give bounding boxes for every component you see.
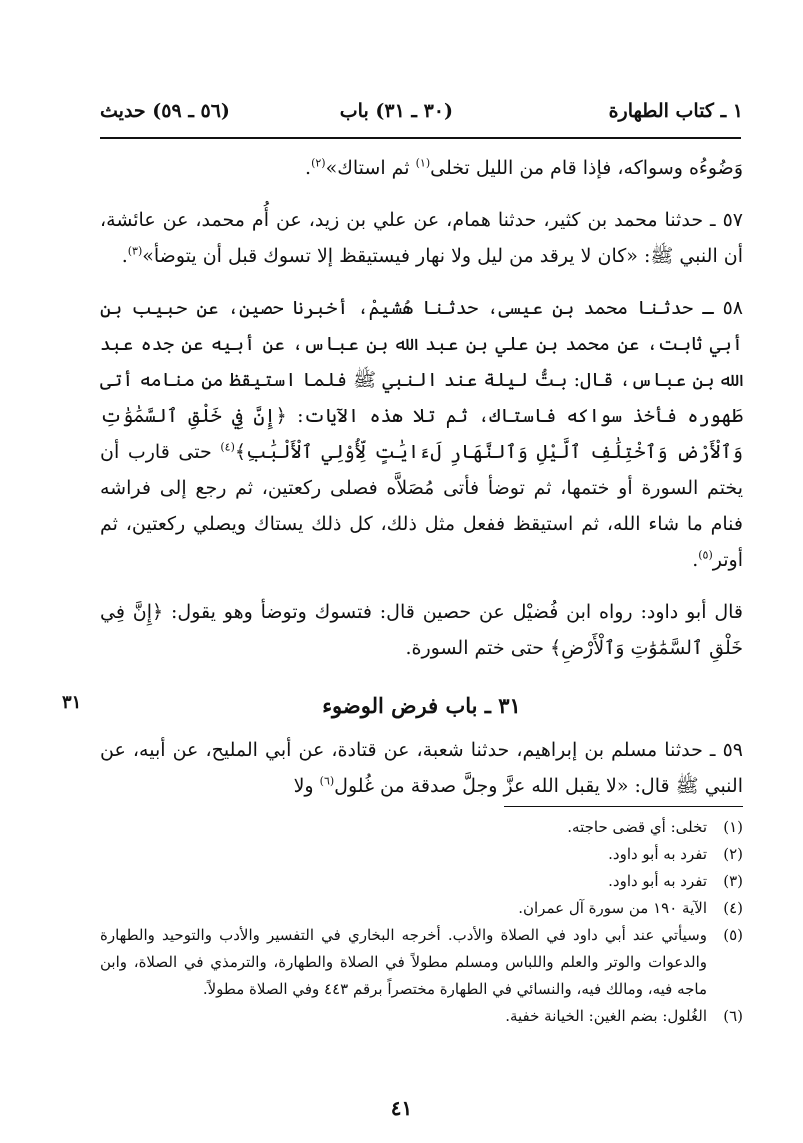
footnote-ref-3: (٣) [127,244,143,258]
page-number: ٤١ [390,1096,413,1120]
footnote-ref-4: (٤) [220,440,235,454]
footnote-ref-5: (٥) [698,548,713,562]
footnote-number: (١) [723,818,743,836]
footnote-ref-2: (٢) [311,156,326,170]
footnote-text: تفرد به أبو داود. [608,845,707,863]
paragraph-continuation: وَضُوءُه وسواكه، فإذا قام من الليل تخلى$^{(١)}$ ثم استاك»$^{(٢)}$. [305,156,743,179]
footnote [100,895,743,922]
hadith-58: ٥٨ ـ حدثنا محمد بن عيسى، حدثنا هُشيمْ، أخبرنا حصين، عن حبيب بن أبي ثابت، عن محمد بن علي بن عبد الله بن عباس، عن أبيه عن جده عبد الله بن عباس، قال: بتُّ ليلة عند النبي ﷺ فلما استيقظ من منامه أتى طَهوره فأخذ سواكه فاستاك، ثم تلا هذه الآيات: ﴿إِنَّ فِي خَلْقِ ٱلسَّمَٰوَٰتِ وَٱلْأَرْضِ وَٱخْتِلَٰفِ ٱلَّيْلِ وَٱلنَّهَارِ لَءَايَٰتٍ لِّأُوْلِي ٱلْأَلْبَٰبِ﴾$^{(٤)}$ حتى قارب أن يختم السورة أو ختمها، ثم توضأ فأتى مُصَلاَّه فصلى ركعتين، ثم رجع إلى فراشه فنام ما شاء الله، ثم استيقظ ففعل مثل ذلك، كل ذلك يستاك ويصلي ركعتين، ثم أوتر$^{(٥)}$. [100,297,744,571]
running-header [100,100,743,134]
abu-dawud-note: قال أبو داود: رواه ابن فُضيْل عن حصين قال: فتسوك وتوضأ وهو يقول: ﴿إِنَّ فِي خَلْقِ ٱلسَّمَٰوَٰتِ وَٱلْأَرْضِ﴾ حتى ختم السورة. [100,601,743,659]
hadith-57: ٥٧ ـ حدثنا محمد بن كثير، حدثنا همام، عن علي بن زيد، عن أُم محمد، عن عائشة، أن النبي ﷺ: «كان لا يرقد من ليل ولا نهار فيستيقظ إلا تسوك قبل أن يتوضأ»$^{(٣)}$. [100,209,743,267]
footnote-text: تخلى: أي قضى حاجته. [567,818,707,836]
header-book-title: ١ ـ كتاب الطهارة [608,100,743,122]
footnote-number: (٥) [723,926,743,944]
footnote-ref-1: (١) [415,156,431,170]
footnote [100,841,743,868]
footnote-text: وسيأتي عند أبي داود في الصلاة والأدب. أخرجه البخاري في التفسير والأدب والتوحيد والطهارة والدعوات والوتر والعلم واللباس ومسلم مطولاً في الصلاة والطهارة، والترمذي في الصلاة، وابن ماجه فيه، ومالك فيه، والنسائي في الطهارة مختصراً برقم ٤٤٣ وفي الصلاة مطولاً. [100,926,707,998]
footnote-ref-6: (٦) [319,774,335,788]
footnote [100,868,743,895]
header-hadith-range: (٥٦ ـ ٥٩) حديث [100,100,230,122]
main-text [100,150,743,820]
footnote-number: (٤) [723,899,743,917]
footnote-number: (٢) [723,845,743,863]
header-divider [100,137,741,139]
chapter-title: ٣١ ـ باب فرض الوضوء [322,693,521,718]
footnote-number: (٦) [723,1007,743,1025]
footnote [100,922,743,1003]
footnote [100,1003,743,1030]
hadith-59: ٥٩ ـ حدثنا مسلم بن إبراهيم، حدثنا شعبة، عن قتادة، عن أبي المليح، عن أبيه، عن النبي ﷺ قال: «لا يقبل الله عزَّ وجلَّ صدقة من غُلول$^{(٦)}$ ولا [100,739,743,797]
header-chapter-range: (٣٠ ـ ٣١) باب [339,100,453,122]
margin-chapter-number: ٣١ [62,692,82,713]
footnote-number: (٣) [723,872,743,890]
footnote-text: الآية ١٩٠ من سورة آل عمران. [518,899,707,917]
footnote [100,814,743,841]
footnote-text: الغُلول: بضم الغين: الخيانة خفية. [505,1007,707,1025]
footnotes [100,814,743,1030]
footnote-divider [504,806,743,807]
footnote-text: تفرد به أبو داود. [608,872,707,890]
